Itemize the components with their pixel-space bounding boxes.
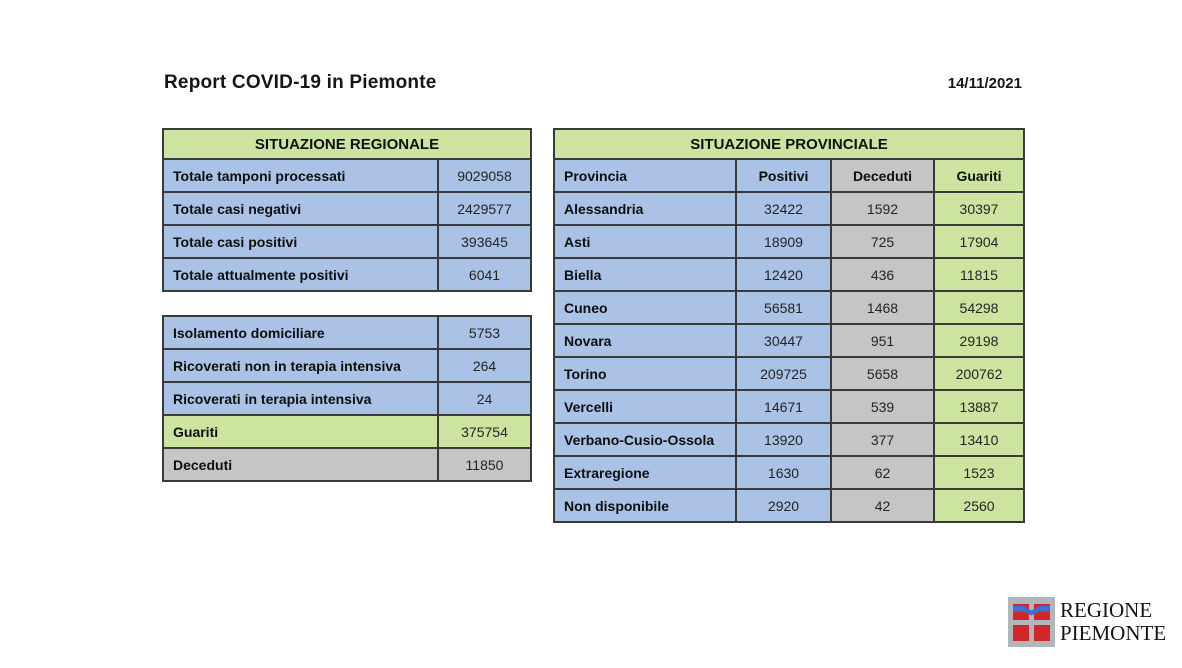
- table-row: [163, 192, 531, 225]
- table-row: [554, 258, 1024, 291]
- provincial-table-title: SITUAZIONE PROVINCIALE: [554, 129, 1024, 159]
- report-date: 14/11/2021: [947, 75, 1022, 92]
- positivi-value: 209725: [736, 357, 831, 390]
- row-label: Totale tamponi processati: [163, 159, 438, 192]
- province-name: Alessandria: [554, 192, 736, 225]
- province-name: Torino: [554, 357, 736, 390]
- provincial-situation-table: [553, 128, 1025, 523]
- row-value: 375754: [438, 415, 531, 448]
- deceduti-value: 539: [831, 390, 934, 423]
- guariti-value: 13887: [934, 390, 1024, 423]
- deceduti-value: 951: [831, 324, 934, 357]
- table-row: [554, 390, 1024, 423]
- table-row: [554, 291, 1024, 324]
- table-row: [554, 489, 1024, 522]
- row-label: Totale casi positivi: [163, 225, 438, 258]
- positivi-value: 18909: [736, 225, 831, 258]
- table-row: [163, 129, 531, 159]
- table-header-row: [554, 159, 1024, 192]
- province-name: Verbano-Cusio-Ossola: [554, 423, 736, 456]
- table-row: [554, 357, 1024, 390]
- logo-line1: REGIONE: [1060, 598, 1153, 623]
- page-title: Report COVID-19 in Piemonte: [164, 72, 437, 93]
- deceduti-value: 377: [831, 423, 934, 456]
- province-name: Extraregione: [554, 456, 736, 489]
- table-row: [554, 192, 1024, 225]
- table-row: [163, 225, 531, 258]
- report-header: [164, 72, 1022, 94]
- positivi-value: 2920: [736, 489, 831, 522]
- deceduti-value: 725: [831, 225, 934, 258]
- positivi-value: 1630: [736, 456, 831, 489]
- guariti-value: 29198: [934, 324, 1024, 357]
- row-label: Isolamento domiciliare: [163, 316, 438, 349]
- table-row: [163, 316, 531, 349]
- table-row: [554, 324, 1024, 357]
- province-name: Asti: [554, 225, 736, 258]
- positivi-value: 56581: [736, 291, 831, 324]
- row-label: Totale casi negativi: [163, 192, 438, 225]
- positivi-value: 12420: [736, 258, 831, 291]
- deceduti-value: 42: [831, 489, 934, 522]
- guariti-value: 1523: [934, 456, 1024, 489]
- guariti-value: 17904: [934, 225, 1024, 258]
- province-name: Novara: [554, 324, 736, 357]
- row-label: Guariti: [163, 415, 438, 448]
- table-row: [163, 159, 531, 192]
- province-name: Cuneo: [554, 291, 736, 324]
- guariti-value: 30397: [934, 192, 1024, 225]
- row-value: 393645: [438, 225, 531, 258]
- table-row: [554, 129, 1024, 159]
- regione-piemonte-logo: [1008, 597, 1166, 647]
- row-value: 6041: [438, 258, 531, 291]
- row-value: 24: [438, 382, 531, 415]
- table-row: [163, 258, 531, 291]
- deceduti-value: 1592: [831, 192, 934, 225]
- row-value: 2429577: [438, 192, 531, 225]
- column-header-guariti: Guariti: [934, 159, 1024, 192]
- positivi-value: 14671: [736, 390, 831, 423]
- row-value: 11850: [438, 448, 531, 481]
- column-header-deceduti: Deceduti: [831, 159, 934, 192]
- deceduti-value: 62: [831, 456, 934, 489]
- table-row: [554, 225, 1024, 258]
- guariti-value: 200762: [934, 357, 1024, 390]
- regional-situation-table: [162, 128, 532, 292]
- row-value: 264: [438, 349, 531, 382]
- deceduti-value: 436: [831, 258, 934, 291]
- row-label: Ricoverati non in terapia intensiva: [163, 349, 438, 382]
- regional-table-title: SITUAZIONE REGIONALE: [163, 129, 531, 159]
- table-row: [163, 415, 531, 448]
- guariti-value: 54298: [934, 291, 1024, 324]
- deceduti-value: 5658: [831, 357, 934, 390]
- province-name: Non disponibile: [554, 489, 736, 522]
- column-header-positivi: Positivi: [736, 159, 831, 192]
- province-name: Vercelli: [554, 390, 736, 423]
- guariti-value: 11815: [934, 258, 1024, 291]
- guariti-value: 2560: [934, 489, 1024, 522]
- table-row: [163, 382, 531, 415]
- positivi-value: 30447: [736, 324, 831, 357]
- positivi-value: 13920: [736, 423, 831, 456]
- positivi-value: 32422: [736, 192, 831, 225]
- deceduti-value: 1468: [831, 291, 934, 324]
- row-value: 5753: [438, 316, 531, 349]
- table-row: [163, 448, 531, 481]
- table-row: [554, 423, 1024, 456]
- province-name: Biella: [554, 258, 736, 291]
- clinical-status-table: [162, 315, 532, 482]
- row-label: Deceduti: [163, 448, 438, 481]
- table-row: [554, 456, 1024, 489]
- row-label: Totale attualmente positivi: [163, 258, 438, 291]
- row-value: 9029058: [438, 159, 531, 192]
- table-row: [163, 349, 531, 382]
- logo-text: [1060, 599, 1166, 644]
- logo-line2: PIEMONTE: [1060, 621, 1167, 645]
- row-label: Ricoverati in terapia intensiva: [163, 382, 438, 415]
- column-header-provincia: Provincia: [554, 159, 736, 192]
- guariti-value: 13410: [934, 423, 1024, 456]
- piemonte-coat-of-arms-icon: [1008, 597, 1055, 647]
